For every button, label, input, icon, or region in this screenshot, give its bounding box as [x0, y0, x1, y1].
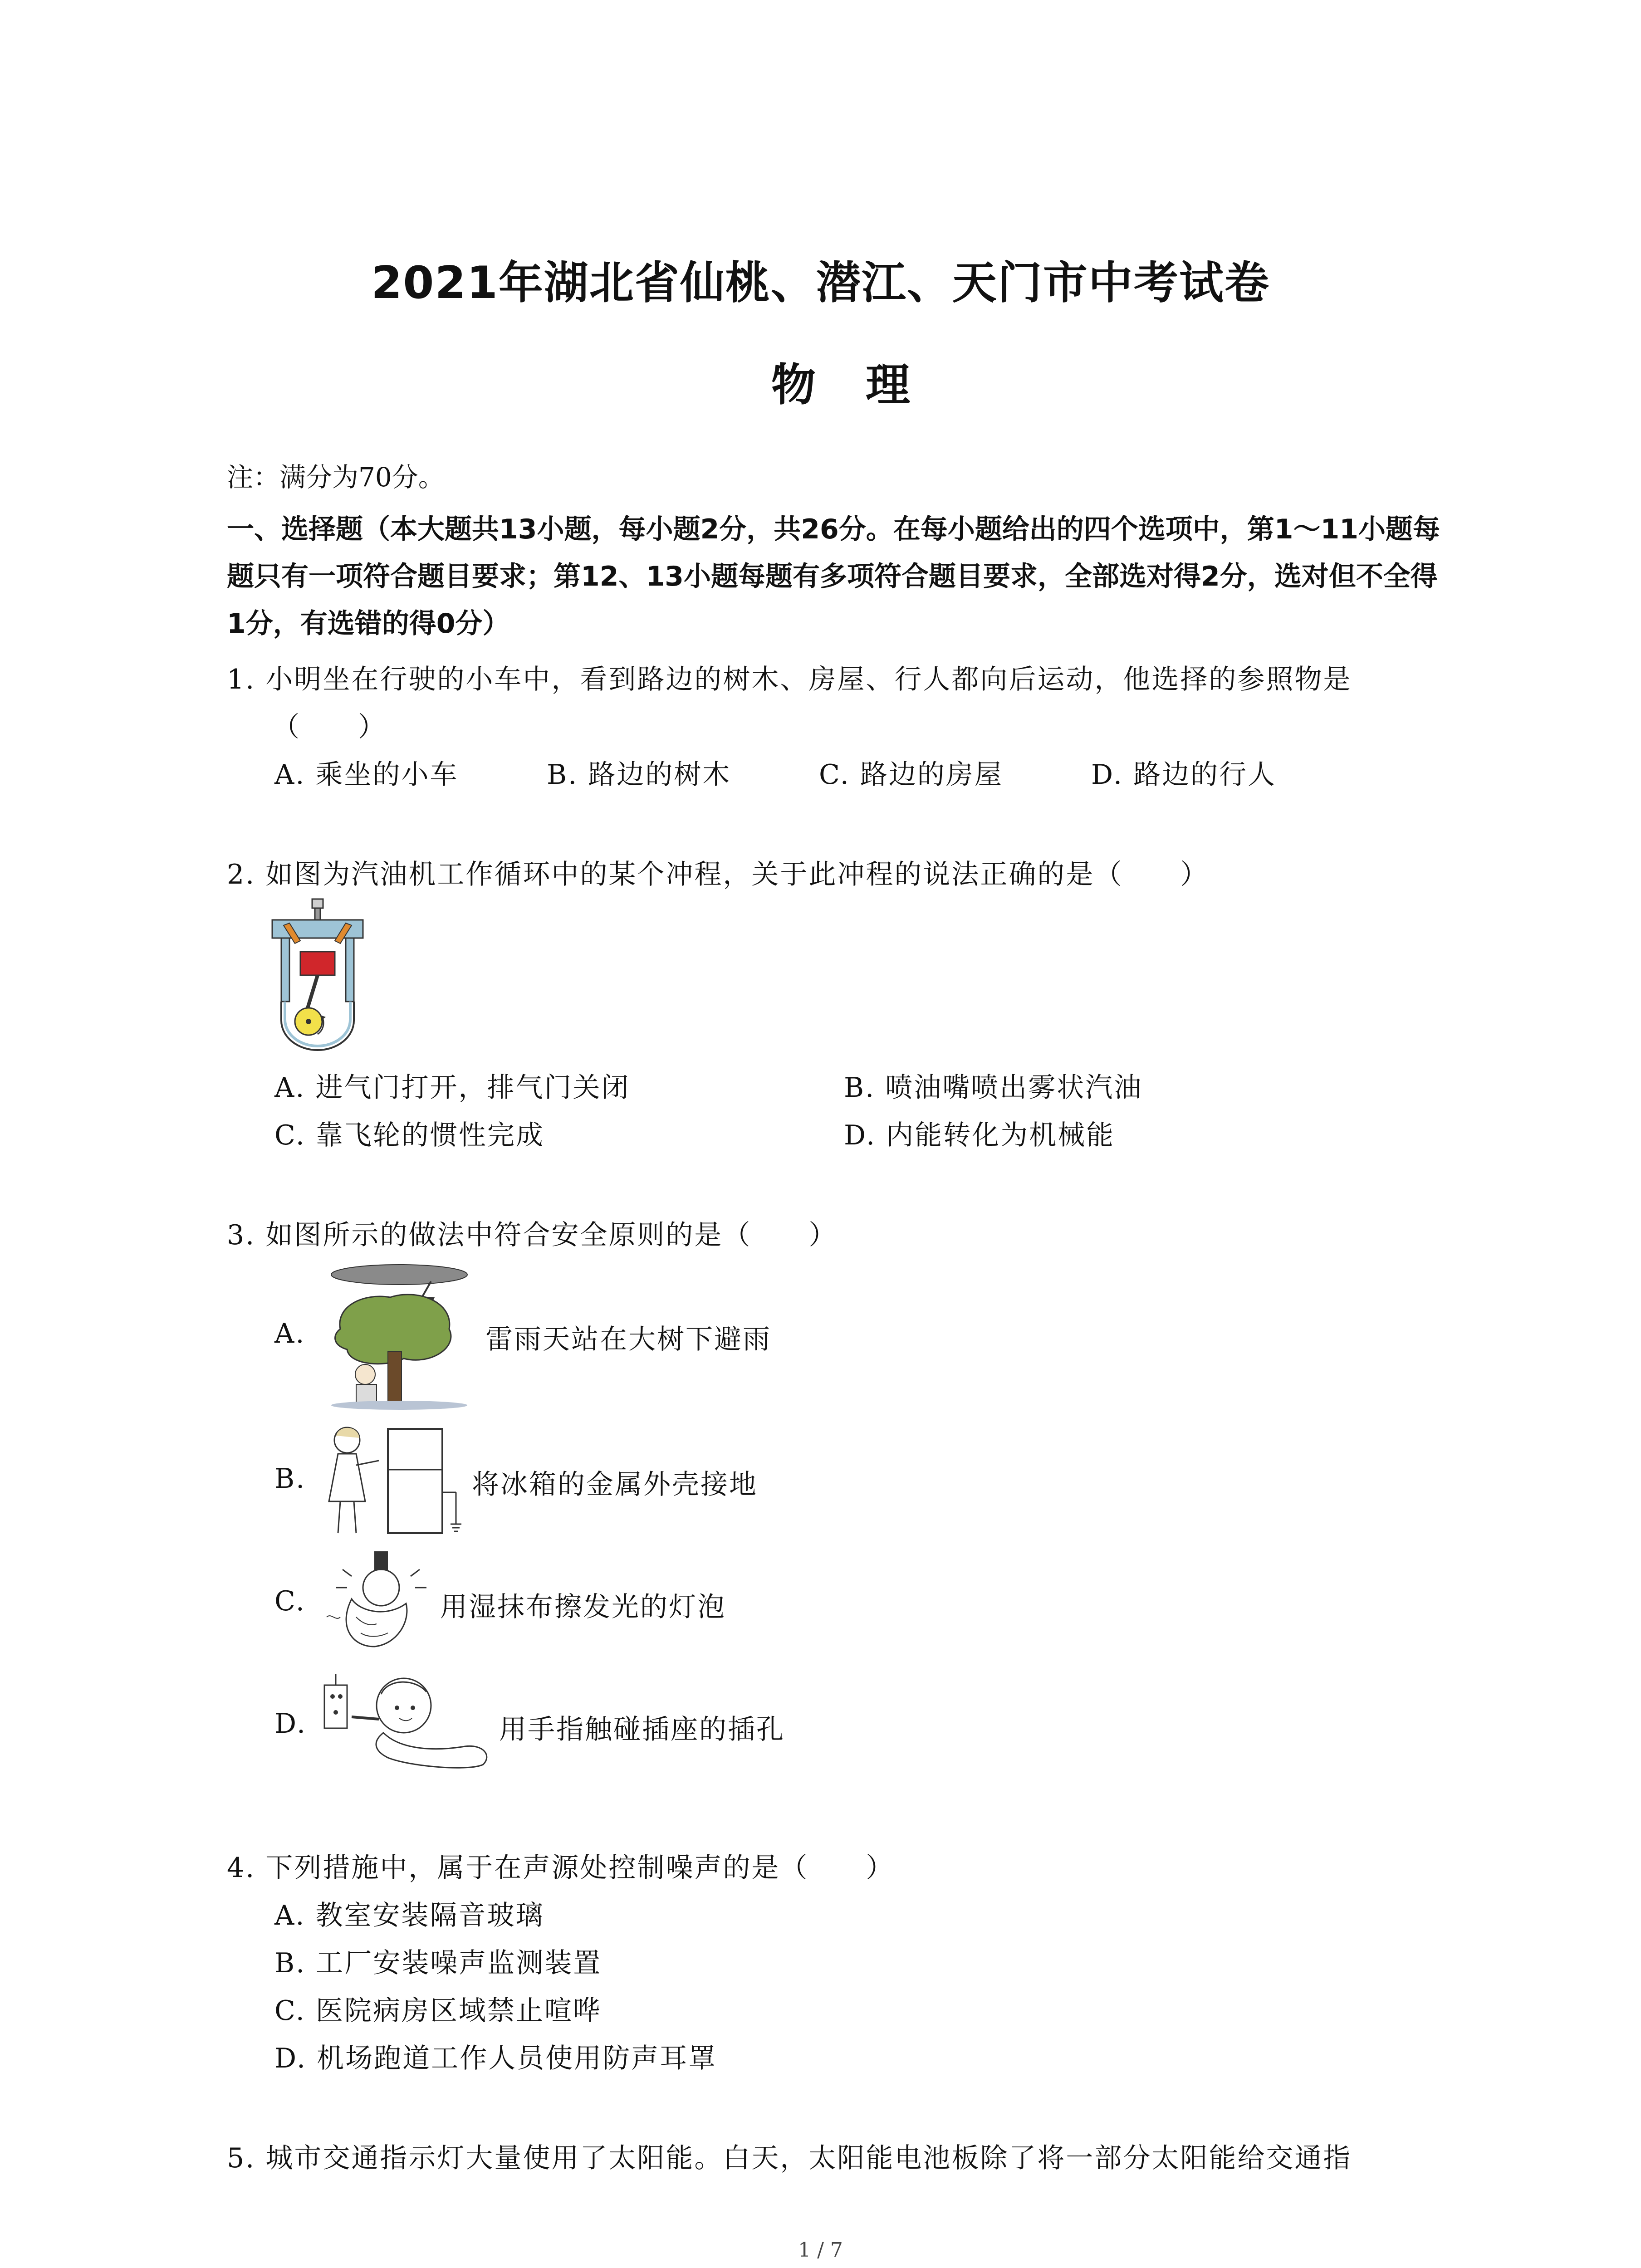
question-3-option-c-letter: C.	[274, 1585, 306, 1617]
subject-title: 物理	[771, 359, 960, 411]
engine-stroke-figure	[263, 898, 372, 1052]
exam-title: 2021年湖北省仙桃、潜江、天门市中考试卷	[371, 257, 1270, 309]
question-1-option-b: B. 路边的树木	[547, 759, 731, 791]
question-2-stem: 2. 如图为汽油机工作循环中的某个冲程，关于此冲程的说法正确的是（ ）	[227, 859, 1209, 890]
question-4-option-a: A. 教室安装隔音玻璃	[274, 1900, 544, 1931]
question-4-option-b: B. 工厂安装噪声监测装置	[274, 1947, 602, 1979]
fridge-grounding-figure	[320, 1420, 470, 1542]
question-1-option-c: C. 路边的房屋	[819, 759, 1003, 791]
question-2-option-c: C. 靠飞轮的惯性完成	[274, 1119, 544, 1151]
question-1-blank: （ ）	[272, 711, 387, 743]
question-3-option-b-letter: B.	[274, 1463, 306, 1495]
question-2-option-a: A. 进气门打开，排气门关闭	[274, 1072, 630, 1104]
page-number: 1 / 7	[798, 2239, 843, 2262]
question-2-option-b: B. 喷油嘴喷出雾状汽油	[844, 1072, 1143, 1104]
question-3-option-b-text: 将冰箱的金属外壳接地	[472, 1469, 758, 1501]
question-4-stem: 4. 下列措施中，属于在声源处控制噪声的是（ ）	[227, 1852, 895, 1884]
tree-lightning-figure	[322, 1261, 476, 1411]
question-5-stem: 5. 城市交通指示灯大量使用了太阳能。白天，太阳能电池板除了将一部分太阳能给交通指	[227, 2142, 1352, 2174]
question-4-option-c: C. 医院病房区域禁止喧哗	[274, 1995, 602, 2027]
child-socket-figure	[320, 1669, 501, 1774]
question-3-option-d-letter: D.	[274, 1708, 307, 1740]
wet-cloth-bulb-figure	[320, 1549, 438, 1653]
question-3-option-a-letter: A.	[274, 1318, 306, 1349]
section-heading: 一、选择题（本大题共13小题，每小题2分，共26分。在每小题给出的四个选项中，第1～11小题每题只有一项符合题目要求；第12、13小题每题有多项符合题目要求，全部选对得2分，选对但不全得1分，有选错的得0分）	[227, 513, 1440, 640]
question-3-option-d-text: 用手指触碰插座的插孔	[499, 1714, 785, 1745]
question-3-stem: 3. 如图所示的做法中符合安全原则的是（ ）	[227, 1219, 838, 1251]
score-note: 注：满分为70分。	[227, 462, 445, 493]
question-1-option-a: A. 乘坐的小车	[274, 759, 459, 791]
question-2-option-d: D. 内能转化为机械能	[844, 1119, 1115, 1151]
question-4-option-d: D. 机场跑道工作人员使用防声耳罩	[274, 2043, 717, 2074]
question-3-option-c-text: 用湿抹布擦发光的灯泡	[440, 1591, 726, 1623]
question-3-option-a-text: 雷雨天站在大树下避雨	[485, 1324, 771, 1355]
question-1-stem: 1. 小明坐在行驶的小车中，看到路边的树木、房屋、行人都向后运动，他选择的参照物是	[227, 664, 1352, 695]
question-1-option-d: D. 路边的行人	[1091, 759, 1277, 791]
